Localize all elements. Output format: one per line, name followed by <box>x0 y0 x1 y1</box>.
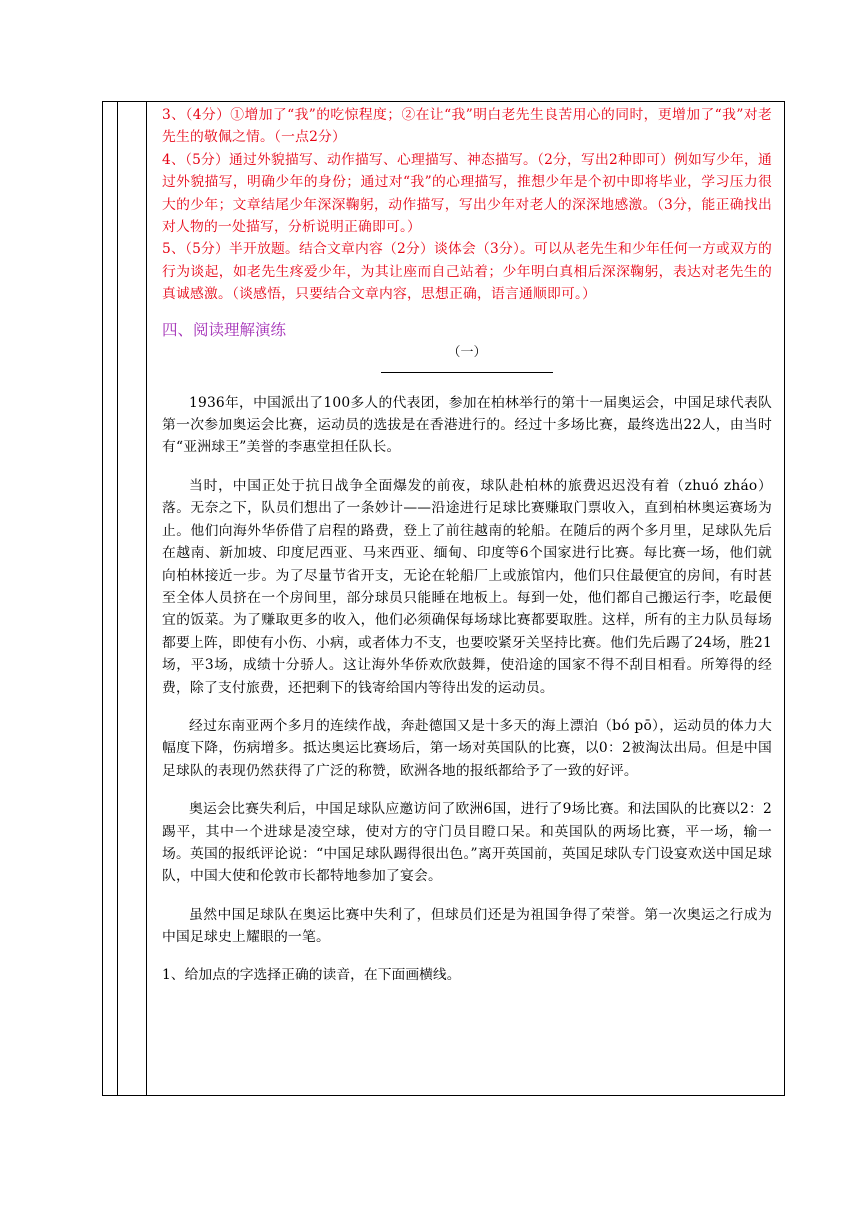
passage-paragraph-5: 虽然中国足球队在奥运比赛中失利了，但球员们还是为祖国争得了荣誉。第一次奥运之行成为中国足球史上耀眼的一笔。 <box>162 906 772 946</box>
passage-number: （一） <box>447 344 487 360</box>
passage-paragraph-1: 1936年，中国派出了100多人的代表团，参加在柏林举行的第十一届奥运会，中国足球代表队第一次参加奥运会比赛，运动员的选拔是在香港进行的。经过十多场比赛，最终选出22人，由当时有“亚洲球王”美誉的李惠堂担任队长。 <box>162 394 772 456</box>
table-column-divider-2 <box>146 102 147 1095</box>
passage-paragraph-3: 经过东南亚两个多月的连续作战，奔赴德国又是十多天的海上漂泊（bó pō），运动员的体力大幅度下降，伤病增多。抵达奥运比赛场后，第一场对英国队的比赛，以0：2被淘汰出局。但是中国足球队的表现仍然获得了广泛的称赞，欧洲各地的报纸都给予了一致的好评。 <box>162 717 772 779</box>
passage-paragraph-2: 当时，中国正处于抗日战争全面爆发的前夜，球队赴柏林的旅费迟迟没有着（zhuó zháo）落。无奈之下，队员们想出了一条妙计——沿途进行足球比赛赚取门票收入，直到柏林奥运赛场为止。他们向海外华侨借了启程的路费，登上了前往越南的轮船。在随后的两个多月里，足球队先后在越南、新加坡、印度尼西亚、马来西亚、缅甸、印度等6个国家进行比赛。每比赛一场，他们就向柏林接近一步。为了尽量节省开支，无论在轮船厂上或旅馆内，他们只住最便宜的房间，有时甚至全体人员挤在一个房间里，部分球员只能睡在地板上。每到一处，他们都自己搬运行李，吃最便宜的饭菜。为了赚取更多的收入，他们必须确保每场球比赛都要取胜。这样，所有的主力队员每场都要上阵，即使有小伤、小病，或者体力不支，也要咬紧牙关坚持比赛。他们先后踢了24场，胜21场，平3场，成绩十分骄人。这让海外华侨欢欣鼓舞，使沿途的国家不得不刮目相看。所筹得的经费，除了支付旅费，还把剩下的钱寄给国内等待出发的运动员。 <box>162 477 772 696</box>
content-table <box>102 101 785 1096</box>
answer-5: 5、（5分）半开放题。结合文章内容（2分）谈体会（3分）。可以从老先生和少年任何一方或双方的行为谈起，如老先生疼爱少年，为其让座而自己站着；少年明白真相后深深鞠躬，表达对老先生的真诚感激。（谈感悟，只要结合文章内容，思想正确，语言通顺即可。） <box>162 241 772 303</box>
answer-3: 3、（4分）①增加了“我”的吃惊程度；②在让“我”明白老先生良苦用心的同时，更增加了“我”对老先生的敬佩之情。（一点2分） <box>162 107 772 146</box>
title-blank-line <box>381 372 553 373</box>
question-1: 1、给加点的字选择正确的读音，在下面画横线。 <box>162 966 461 983</box>
section-title: 四、阅读理解演练 <box>162 320 287 339</box>
answer-4: 4、（5分）通过外貌描写、动作描写、心理描写、神态描写。（2分，写出2种即可）例如写少年，通过外貌描写，明确少年的身份；通过对“我”的心理描写，推想少年是个初中即将毕业，学习压力很大的少年；文章结尾少年深深鞠躬，动作描写，写出少年对老人的深深地感激。（3分，能正确找出对人物的一处描写，分析说明正确即可。） <box>162 151 772 236</box>
table-column-divider-1 <box>117 102 118 1095</box>
table-content-cell <box>148 102 784 986</box>
passage-paragraph-4: 奥运会比赛失利后，中国足球队应邀访问了欧洲6国，进行了9场比赛。和法国队的比赛以2：2踢平，其中一个进球是凌空球，使对方的守门员目瞪口呆。和英国队的两场比赛，平一场，输一场。英国的报纸评论说：“中国足球队踢得很出色。”离开英国前，英国足球队专门设宴欢送中国足球队，中国大使和伦敦市长都特地参加了宴会。 <box>162 801 772 885</box>
answer-key <box>162 102 772 306</box>
